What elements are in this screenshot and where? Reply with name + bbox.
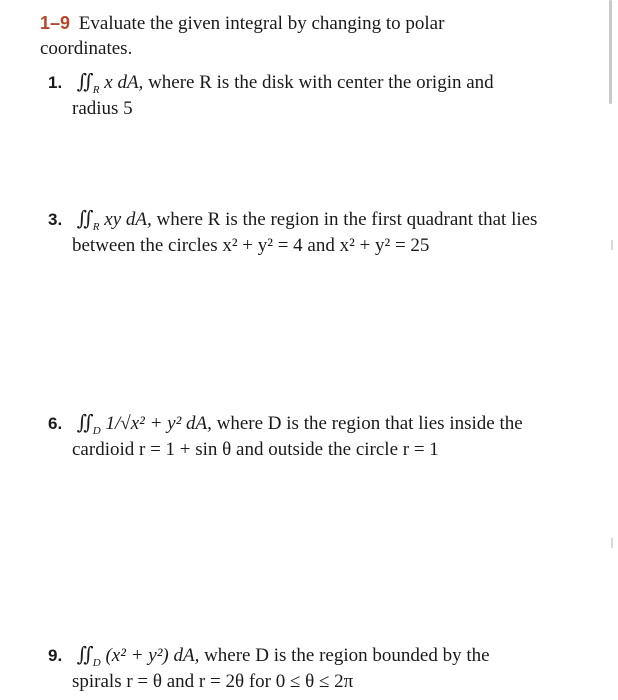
problem-number: 3.	[48, 210, 63, 229]
margin-tick	[611, 240, 613, 250]
problem-number: 6.	[48, 414, 63, 433]
section-header	[40, 11, 560, 61]
integrand: x dA,	[104, 72, 144, 93]
instruction-line-2: coordinates.	[40, 38, 133, 59]
problem-text-line-1: where R is the region in the first quadrant that lies	[156, 209, 538, 230]
scrollbar-thumb[interactable]	[609, 0, 612, 104]
problem-number: 9.	[48, 646, 63, 665]
integral-region: R	[92, 84, 100, 96]
integrand: 1/√x² + y² dA,	[105, 413, 212, 434]
problem-6	[48, 412, 578, 461]
problem-3	[48, 208, 578, 257]
double-integral-symbol: $∬_R$	[76, 71, 100, 96]
problem-1	[48, 71, 578, 120]
problem-text-line-1: where R is the disk with center the origin and	[148, 72, 494, 93]
double-integral-symbol: $∬_D$	[76, 412, 101, 437]
problem-text-line-1: where D is the region bounded by the	[204, 645, 490, 666]
problem-text-line-1: where D is the region that lies inside the	[216, 413, 523, 434]
problem-text-line-2: spirals r = θ and r = 2θ for 0 ≤ θ ≤ 2π	[72, 671, 354, 692]
integral-region: D	[92, 425, 101, 437]
exercise-range: 1–9	[40, 13, 71, 33]
integrand: xy dA,	[104, 209, 152, 230]
margin-tick	[611, 538, 613, 548]
problem-text-line-2: between the circles x² + y² = 4 and x² + y² = 25	[72, 235, 430, 256]
problem-number: 1.	[48, 73, 63, 92]
problem-9	[48, 644, 578, 693]
problem-text-line-2: radius 5	[72, 98, 133, 119]
problem-text-line-2: cardioid r = 1 + sin θ and outside the circle r = 1	[72, 439, 439, 460]
instruction-line-1: Evaluate the given integral by changing to polar	[78, 13, 445, 34]
double-integral-symbol: $∬_R$	[76, 208, 100, 233]
integrand: (x² + y²) dA,	[105, 645, 200, 666]
integral-region: R	[92, 221, 100, 233]
double-integral-symbol: $∬_D$	[76, 644, 101, 669]
integral-region: D	[92, 657, 101, 669]
